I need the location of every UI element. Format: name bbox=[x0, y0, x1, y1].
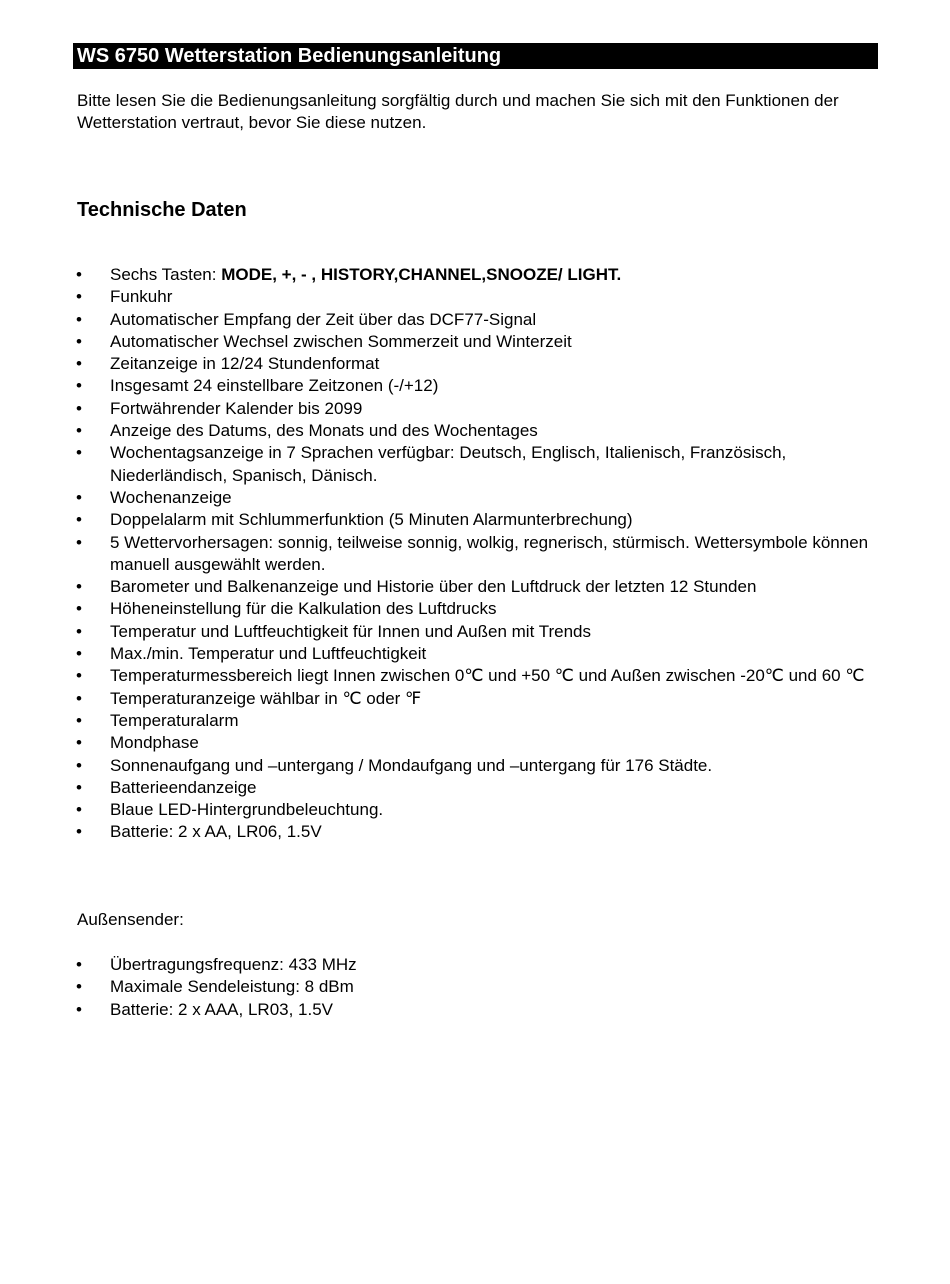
list-item bbox=[0, 576, 885, 598]
list-item bbox=[0, 331, 885, 353]
list-item-text: Funkuhr bbox=[110, 287, 173, 307]
bullet-icon: • bbox=[76, 955, 82, 974]
bullet-icon: • bbox=[76, 577, 82, 597]
bullet-icon: • bbox=[76, 532, 82, 552]
bullet-icon: • bbox=[76, 777, 82, 797]
list-item bbox=[0, 264, 885, 286]
bullet-icon: • bbox=[76, 265, 82, 284]
list-item bbox=[0, 398, 885, 420]
list-item bbox=[0, 799, 885, 821]
list-item bbox=[0, 665, 885, 687]
list-item-text: Batterieendanzeige bbox=[110, 777, 257, 797]
bullet-icon: • bbox=[76, 599, 82, 619]
list-item bbox=[0, 532, 885, 577]
bullet-icon: • bbox=[76, 621, 82, 641]
list-item bbox=[0, 353, 885, 375]
list-item-text: Zeitanzeige in 12/24 Stundenformat bbox=[110, 354, 380, 374]
intro-paragraph: Bitte lesen Sie die Bedienungsanleitung sorgfältig durch und machen Sie sich mit den Funktionen der Wetterstation vertraut, bevor Sie diese nutzen. bbox=[77, 91, 839, 132]
bullet-icon: • bbox=[76, 666, 82, 686]
bullet-icon: • bbox=[76, 977, 82, 997]
bullet-icon: • bbox=[76, 331, 82, 351]
bullet-icon: • bbox=[76, 644, 82, 664]
bullet-icon: • bbox=[76, 822, 82, 842]
list-item-text: Wochentagsanzeige in 7 Sprachen verfügbar: Deutsch, Englisch, Italienisch, Französisch, Niederländisch, Spanisch, Dänisch. bbox=[110, 443, 787, 485]
list-item bbox=[0, 309, 885, 331]
list-item-text: Temperaturalarm bbox=[110, 710, 239, 730]
list-item bbox=[0, 598, 885, 620]
list-item-text: Mondphase bbox=[110, 733, 199, 753]
list-item-text: Temperaturanzeige wählbar in ℃ oder ℉ bbox=[110, 688, 422, 708]
list-item bbox=[0, 821, 885, 843]
list-item bbox=[0, 420, 885, 442]
bullet-icon: • bbox=[76, 376, 82, 396]
list-item-text: Übertragungsfrequenz: 433 MHz bbox=[110, 955, 357, 974]
list-item bbox=[0, 487, 885, 509]
bullet-icon: • bbox=[76, 755, 82, 775]
list-item-text: Fortwährender Kalender bis 2099 bbox=[110, 398, 363, 418]
list-item bbox=[0, 710, 885, 732]
list-item-text: Maximale Sendeleistung: 8 dBm bbox=[110, 977, 354, 997]
feature-keys-list: MODE, +, - , HISTORY,CHANNEL,SNOOZE/ LIGHT. bbox=[221, 265, 622, 284]
bullet-icon: • bbox=[76, 287, 82, 307]
list-item bbox=[0, 999, 885, 1021]
bullet-icon: • bbox=[76, 800, 82, 820]
list-item bbox=[0, 621, 885, 643]
list-item bbox=[0, 954, 885, 976]
list-item-text: Temperaturmessbereich liegt Innen zwischen 0℃ und +50 ℃ und Außen zwischen -20℃ und 60 ℃ bbox=[110, 666, 865, 686]
list-item-text: Wochenanzeige bbox=[110, 487, 232, 507]
bullet-icon: • bbox=[76, 999, 82, 1019]
list-item-text: Automatischer Empfang der Zeit über das DCF77-Signal bbox=[110, 309, 537, 329]
list-item bbox=[0, 755, 885, 777]
list-item-text: Sonnenaufgang und –untergang / Mondaufgang und –untergang für 176 Städte. bbox=[110, 755, 713, 775]
list-item-text: Doppelalarm mit Schlummerfunktion (5 Minuten Alarmunterbrechung) bbox=[110, 510, 633, 530]
list-item-text: Barometer und Balkenanzeige und Historie über den Luftdruck der letzten 12 Stunden bbox=[110, 577, 757, 597]
bullet-icon: • bbox=[76, 510, 82, 530]
bullet-icon: • bbox=[76, 421, 82, 441]
transmitter-heading: Außensender: bbox=[77, 910, 184, 929]
list-item bbox=[0, 375, 885, 397]
bullet-icon: • bbox=[76, 733, 82, 753]
section-heading-technical-data: Technische Daten bbox=[77, 199, 247, 221]
list-item bbox=[0, 286, 885, 308]
list-item-text: Anzeige des Datums, des Monats und des Wochentages bbox=[110, 421, 538, 441]
bullet-icon: • bbox=[76, 309, 82, 329]
bullet-icon: • bbox=[76, 688, 82, 708]
bullet-icon: • bbox=[76, 710, 82, 730]
bullet-icon: • bbox=[76, 398, 82, 418]
list-item bbox=[0, 732, 885, 754]
feature-keys-prefix: Sechs Tasten: bbox=[110, 265, 222, 284]
list-item-text: Blaue LED-Hintergrundbeleuchtung. bbox=[110, 800, 384, 820]
bullet-icon: • bbox=[76, 487, 82, 507]
features-list bbox=[0, 264, 950, 844]
list-item bbox=[0, 976, 885, 998]
bullet-icon: • bbox=[76, 354, 82, 374]
list-item-text: 5 Wettervorhersagen: sonnig, teilweise sonnig, wolkig, regnerisch, stürmisch. Wettersymbole können manuell ausgewählt werden. bbox=[110, 532, 869, 574]
list-item bbox=[0, 442, 885, 487]
transmitter-list bbox=[0, 954, 950, 1021]
list-item bbox=[0, 688, 885, 710]
list-item bbox=[0, 509, 885, 531]
document-title: WS 6750 Wetterstation Bedienungsanleitung bbox=[73, 43, 878, 69]
list-item-text: Batterie: 2 x AAA, LR03, 1.5V bbox=[110, 999, 334, 1019]
list-item bbox=[0, 777, 885, 799]
list-item-text: Automatischer Wechsel zwischen Sommerzeit und Winterzeit bbox=[110, 331, 572, 351]
bullet-icon: • bbox=[76, 443, 82, 463]
list-item-text: Insgesamt 24 einstellbare Zeitzonen (-/+12) bbox=[110, 376, 439, 396]
list-item-text: Temperatur und Luftfeuchtigkeit für Innen und Außen mit Trends bbox=[110, 621, 592, 641]
list-item bbox=[0, 643, 885, 665]
list-item-text: Max./min. Temperatur und Luftfeuchtigkeit bbox=[110, 644, 427, 664]
list-item-text: Batterie: 2 x AA, LR06, 1.5V bbox=[110, 822, 322, 842]
list-item-text: Höheneinstellung für die Kalkulation des Luftdrucks bbox=[110, 599, 497, 619]
